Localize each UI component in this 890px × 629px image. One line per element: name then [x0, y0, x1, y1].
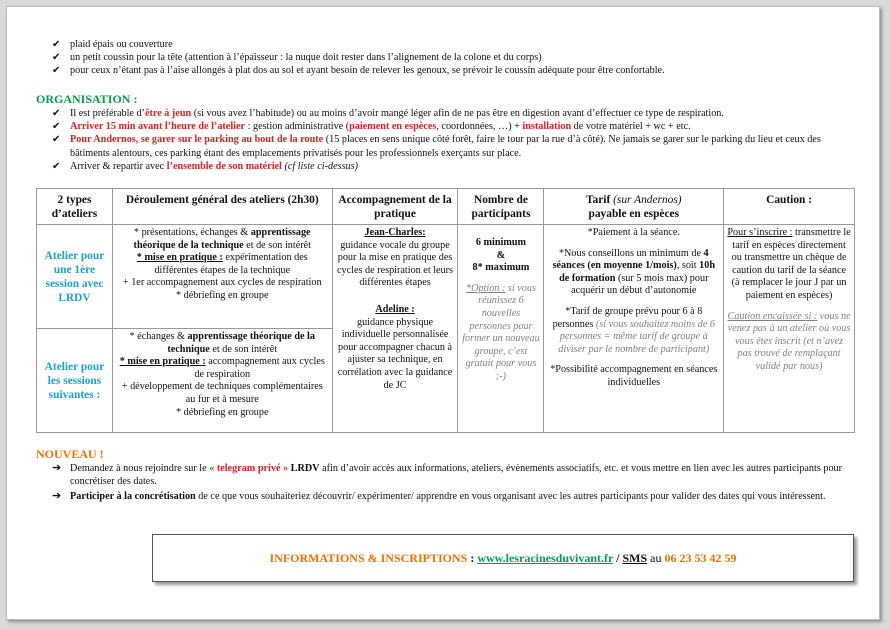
list-item: ➔ Demandez à nous rejoindre sur le « telegram privé » LRDV afin d’avoir accès aux informations, ateliers, évènements associatifs, etc. et vous mettre en lien avec les autres participants pour concrétiser des dates.	[52, 462, 843, 488]
nombre-cell: 6 minimum & 8* maximum *Option : si vous réunissez 6 nouvelles personnes pour former un nouveau groupe, c’est gratuit pour vous ;-)	[458, 225, 544, 433]
list-item: ✔ plaid épais ou couverture	[52, 39, 173, 50]
header-nombre: Nombre de participants	[458, 189, 544, 225]
organisation-heading: ORGANISATION :	[36, 92, 138, 106]
nouveau-list	[52, 462, 857, 504]
sms-label: SMS	[622, 551, 648, 565]
arrow-right-icon: ➔	[52, 490, 62, 503]
list-item: ✔ Arriver & repartir avec l’ensemble de son matériel (cf liste ci-dessus)	[52, 160, 358, 172]
header-accompagnement: Accompagnement de la pratique	[332, 189, 458, 225]
checkmark-icon: ✔	[52, 134, 61, 146]
checkmark-icon: ✔	[52, 39, 61, 50]
informations-box: INFORMATIONS & INSCRIPTIONS : www.lesracinesduvivant.fr / SMS au 06 23 53 42 59	[152, 534, 854, 582]
list-item: ✔ un petit coussin pour la tête (attention à l’épaisseur : la nuque doit rester dans l’alignement de la colone et du corps)	[52, 52, 542, 64]
header-types: 2 types d’ateliers	[37, 189, 113, 225]
caution-cell: Pour s’inscrire : transmettre le tarif en espèces directement ou transmettre un chèque de caution du tarif de la séance (à remplacer le jour J par un paiement en espèces) Caution encaissée si : vous ne venez pas à un atelier où vous vous êtes inscrit (et n’avez pas trouvé de remplaçant validé par nous)	[724, 225, 855, 433]
checkmark-icon: ✔	[52, 108, 61, 119]
accompagnement-cell: Jean-Charles: guidance vocale du groupe pour la mise en pratique des cycles de respiration et leurs différentes étapes Adeline : guidance physique individuelle personnalisée pour accompagner chacun à ajuster sa technique, en corrélation avec la guidance de JC	[332, 225, 458, 433]
table-header-row	[37, 189, 855, 225]
checkmark-icon: ✔	[52, 52, 61, 64]
organisation-list	[52, 107, 857, 173]
header-caution: Caution :	[724, 189, 855, 225]
website-link[interactable]: www.lesracinesduvivant.fr	[477, 551, 614, 565]
deroulement-cell: * échanges & apprentissage théorique de la technique et de son intérêt * mise en pratique : accompagnement aux cycles de respiration + développement de techniques complémentaires au fur et à mesure * débriefing en groupe	[112, 329, 332, 433]
nouveau-heading: NOUVEAU !	[36, 447, 104, 461]
arrow-right-icon: ➔	[52, 462, 62, 474]
checkmark-icon: ✔	[52, 160, 61, 172]
table-row	[37, 225, 855, 329]
list-item: ➔ Participer à la concrétisation de ce que vous souhaiteriez découvrir/ expérimenter/ apprendre en vous organisant avec les autres participants pour valider des dates qui vous intéressent.	[52, 490, 826, 503]
deroulement-cell: * présentations, échanges & apprentissage théorique de la technique et de son intérêt * mise en pratique : expérimentation des différentes étapes de la technique + 1er accompagnement aux cycles de respiration * débriefing en groupe	[112, 225, 332, 329]
header-deroulement: Déroulement général des ateliers (2h30)	[112, 189, 332, 225]
materiel-list	[52, 38, 852, 78]
list-item: ✔ Pour Andernos, se garer sur le parking au bout de la route (15 places en sens unique côté forêt, faire le tour par la rue d’à côté). Ne jamais se garer sur le parking du lieu et ceux des bâtiments alentours, ces parking étant des emplacements privatisés pour les professionnels exerçants sur place.	[52, 134, 821, 159]
phone-number[interactable]: 06 23 53 42 59	[664, 551, 737, 565]
header-tarif: Tarif (sur Andernos) payable en espèces	[544, 189, 724, 225]
checkmark-icon: ✔	[52, 121, 61, 133]
list-item: ✔ pour ceux n’étant pas à l’aise allongés à plat dos au sol et ayant besoin de relever les genoux, se prévoir le coussin adéquate pour être confortable.	[52, 65, 665, 77]
row-label-sessions-suivantes: Atelier pour les sessions suivantes :	[37, 329, 113, 433]
row-label-premiere-session: Atelier pour une 1ère session avec LRDV	[37, 225, 113, 329]
tarif-cell: *Paiement à la séance. *Nous conseillons un minimum de 4 séances (en moyenne 1/mois), soit 10h de formation (sur 5 mois max) pour acquérir un début d’autonomie *Tarif de groupe prévu pour 6 à 8 personnes (si vous souhaitez moins de 6 personnes = même tarif de groupe à diviser par le nombre de participant) *Possibilité accompagnement en séances individuelles	[544, 225, 724, 433]
list-item: ✔ Il est préférable d’être à jeun (si vous avez l’habitude) ou au moins d’avoir mangé léger afin de ne pas être en digestion avant d’effectuer ce type de respiration.	[52, 108, 724, 119]
checkmark-icon: ✔	[52, 65, 61, 77]
list-item: ✔ Arriver 15 min avant l’heure de l’atelier : gestion administrative (paiement en espèces, coordonnées, …) + installation de votre matériel + wc + etc.	[52, 121, 691, 133]
ateliers-table	[36, 188, 855, 433]
